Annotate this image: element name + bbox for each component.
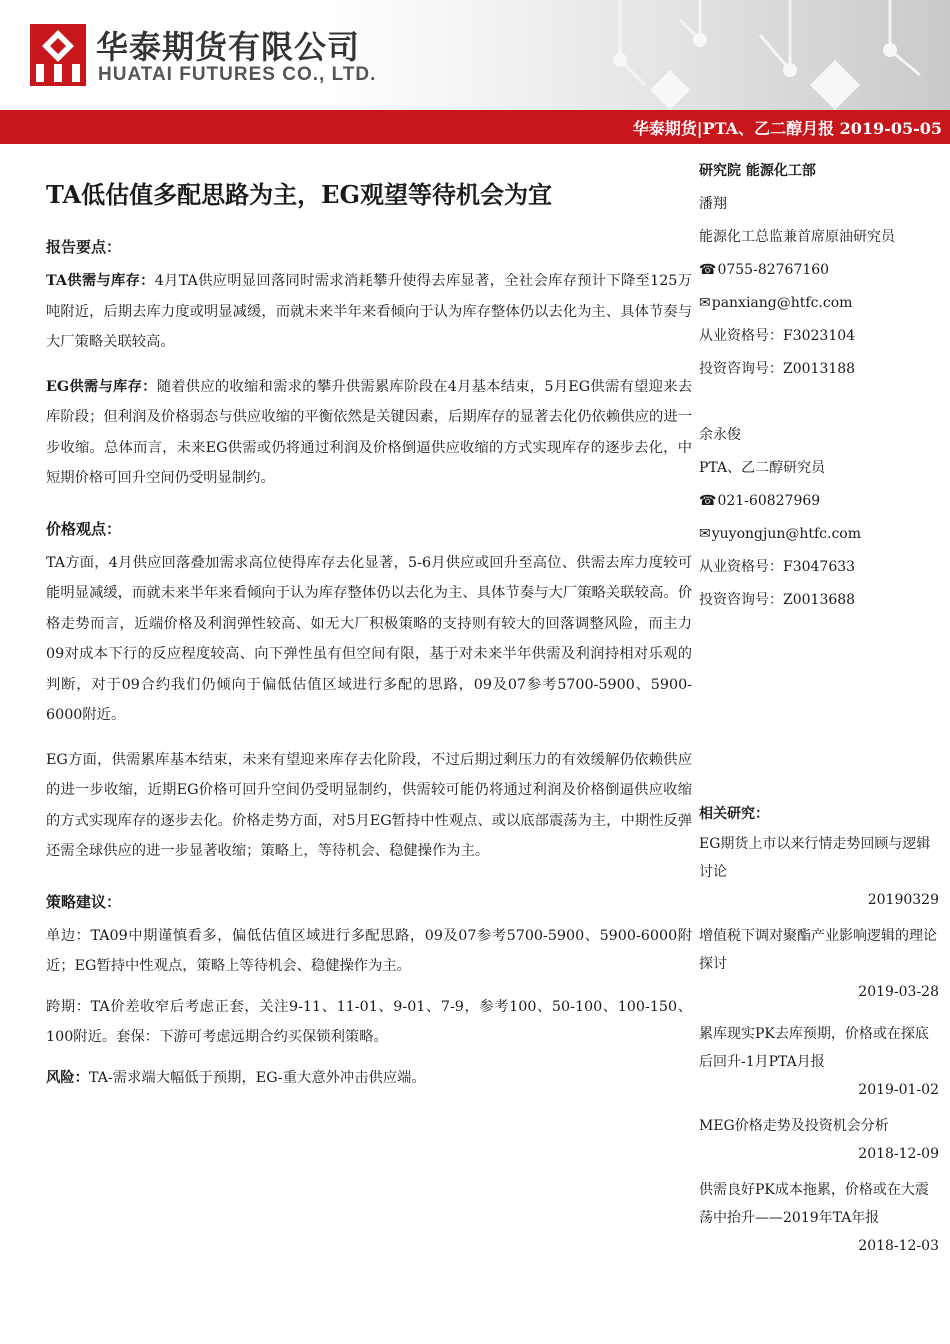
header-decoration-icon [590,0,950,110]
key-points-heading: 报告要点： [46,238,122,256]
author2-role: PTA、乙二醇研究员 [699,460,826,476]
risk-label: 风险： [46,1069,89,1086]
email-icon: ✉ [699,295,711,311]
risk-text: TA-需求端大幅低于预期，EG-重大意外冲击供应端。 [88,1069,426,1086]
author2-license: 从业资格号：F3047633 [699,559,856,575]
author2-consult: 投资咨询号：Z0013688 [699,592,856,608]
related-item[interactable] [699,830,939,914]
spread-paragraph [46,992,692,1053]
author2-phone [699,490,939,523]
ta-supply-paragraph [46,266,692,358]
author1-email[interactable] [699,292,939,325]
related-item-date: 20190329 [867,892,939,908]
eg-supply-text: 随着供应的收缩和需求的攀升供需累库阶段在4月基本结束，5月EG供需有望迎来去库阶段；但利润及价格弱态与供应收缩的平衡依然是关键因素，后期库存的显著去化仍依赖供应的进一步收缩。总体而言，未来EG供需或仍将通过利润及价格倒逼供应收缩的方式实现库存的逐步去化，中短期价格可回升空间仍受明显制约。 [46,378,693,486]
ta-supply-text: 4月TA供应明显回落同时需求消耗攀升使得去库显著，全社会库存预计下降至125万吨附近，后期去库力度或明显减缓，而就未来半年来看倾向于认为库存整体仍以去化为主、具体节奏与大厂策略关联较高。 [46,273,692,350]
related-item[interactable] [699,1176,939,1260]
related-item-date: 2019-03-28 [858,984,939,1000]
single-paragraph [46,921,692,982]
related-item[interactable] [699,1112,939,1168]
author1-phone-value: 0755-82767160 [717,262,830,278]
author2-email-value[interactable]: yuyongjun@htfc.com [711,526,862,542]
author1-phone [699,259,939,292]
related-item-title[interactable]: 供需良好PK成本拖累，价格或在大震荡中抬升——2019年TA年报 [699,1182,929,1226]
author1-license: 从业资格号：F3023104 [699,328,856,344]
ta-supply-label: TA供需与库存： [46,273,155,289]
single-label: 单边： [46,927,91,944]
company-name-en: HUATAI FUTURES CO., LTD. [98,64,377,85]
related-item-title[interactable]: MEG价格走势及投资机会分析 [699,1118,889,1134]
eg-supply-label: EG供需与库存： [46,378,157,395]
main-content [46,160,692,1093]
related-heading: 相关研究： [699,806,769,822]
author1-consult: 投资咨询号：Z0013188 [699,361,856,377]
related-item-date: 2019-01-02 [858,1082,939,1098]
author1-name: 潘翔 [699,196,727,212]
spread-text: TA价差收窄后考虑正套，关注9-11、11-01、9-01、7-9，参考100、50-100、100-150、100附近。套保：下游可考虑远期合约买保锁利策略。 [46,998,693,1045]
price-eg-paragraph: EG方面，供需累库基本结束，未来有望迎来库存去化阶段，不过后期过剩压力的有效缓解仍依赖供应的进一步收缩，近期EG价格可回升空间仍受明显制约，供需较可能仍将通过利润及价格倒逼供应收缩的方式实现库存的逐步去化。价格走势方面，对5月EG暂持中性观点、或以底部震荡为主，中期性反弹还需全球供应的进一步显著收缩；策略上，等待机会、稳健操作为主。 [46,751,692,859]
related-item-title[interactable]: 累库现实PK去库预期，价格或在探底后回升-1月PTA月报 [699,1026,929,1070]
author-sidebar [699,160,939,622]
email-icon: ✉ [699,526,711,542]
related-item-date: 2018-12-03 [858,1238,939,1254]
author2-name: 余永俊 [699,427,741,443]
author1-role: 能源化工总监兼首席原油研究员 [699,229,895,245]
price-heading: 价格观点： [46,519,122,538]
related-research [699,800,939,1260]
spread-label: 跨期： [46,998,91,1015]
related-item[interactable] [699,922,939,1006]
single-text: TA09中期谨慎看多，偏低估值区域进行多配思路，09及07参考5700-5900、5900-6000附近；EG暂持中性观点，策略上等待机会、稳健操作为主。 [46,927,692,974]
phone-icon: ☎ [699,262,717,278]
eg-supply-paragraph [46,372,692,494]
company-logo-icon [30,24,86,86]
related-item[interactable] [699,1020,939,1104]
author1-email-value[interactable]: panxiang@htfc.com [711,295,853,311]
strategy-heading: 策略建议： [46,892,122,911]
risk-paragraph [46,1063,692,1094]
header [0,0,950,110]
phone-icon: ☎ [699,493,717,509]
report-banner-text: 华泰期货|PTA、乙二醇月报 2019-05-05 [632,119,942,138]
company-name-cn: 华泰期货有限公司 [96,28,361,66]
related-item-title[interactable]: EG期货上市以来行情走势回顾与逻辑讨论 [699,836,931,880]
author2-email[interactable] [699,523,939,556]
report-banner [0,110,950,144]
department: 研究院 能源化工部 [699,163,816,179]
price-ta-paragraph: TA方面，4月供应回落叠加需求高位使得库存去化显著，5-6月供应或回升至高位、供需去库力度较可能明显减缓，而就未来半年来看倾向于认为库存整体仍以去化为主、具体节奏与大厂策略关联较高。价格走势而言，近端价格及利润弹性较高、如无大厂积极策略的支持则有较大的回落调整风险，而主力09对成本下行的反应程度较高、向下弹性虽有但空间有限，基于对未来半年供需及利润持相对乐观的判断，对于09合约我们仍倾向于偏低估值区域进行多配的思路，09及07参考5700-5900、5900-6000附近。 [46,554,692,723]
author2-phone-value: 021-60827969 [717,493,821,509]
related-item-date: 2018-12-09 [858,1146,939,1162]
related-item-title[interactable]: 增值税下调对聚酯产业影响逻辑的理论探讨 [699,928,937,972]
page-title: TA低估值多配思路为主，EG观望等待机会为宜 [46,180,552,209]
